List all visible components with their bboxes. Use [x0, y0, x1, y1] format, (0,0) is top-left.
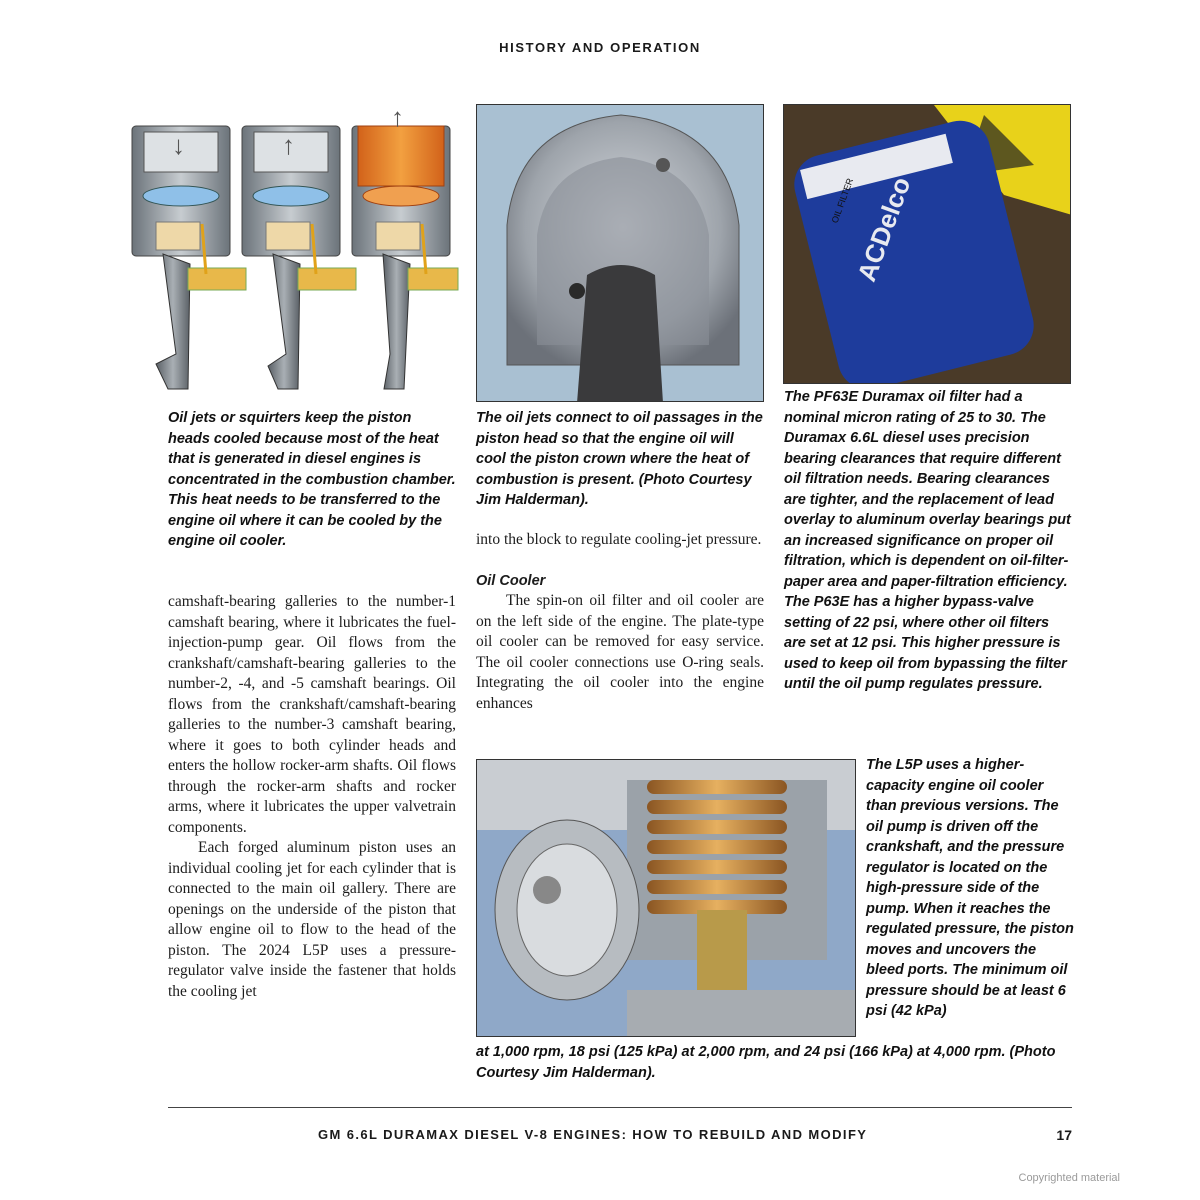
- body-paragraph: camshaft-bearing galleries to the number-1 camshaft bearing, where it lubricates the fuel-injection-pump gear. Oil flows from the crankshaft/camshaft-bearing galleries to the number-2, -4, and -5 camshaft bearings. Oil flows from the crankshaft/camshaft-bearing galleries to the number-3 camshaft bearing, where it goes to both cylinder heads and enters the hollow rocker-arm shafts. Oil flows through the rocker-arm shafts and rocker arms, where it lubricates the upper valvetrain components.: [168, 593, 456, 836]
- down-arrow-icon: ↓: [172, 131, 185, 160]
- filter-brand: ACDelco: [851, 173, 917, 286]
- caption-oil-cooler-photo-side: The L5P uses a higher-capacity engine oil cooler than previous versions. The oil pump is driven off the crankshaft, and the pressure regulator is located on the high-pressure side of the pump. When it reaches the regulated pressure, the piston moves and uncovers the bleed ports. The minimum oil pressure should be at least 6 psi (42 kPa): [866, 757, 1074, 1019]
- book-title: GM 6.6L DURAMAX DIESEL V-8 ENGINES: HOW TO REBUILD AND MODIFY: [318, 1127, 868, 1142]
- running-header: HISTORY AND OPERATION: [499, 40, 701, 55]
- piston-cooling-diagram: [128, 104, 460, 396]
- body-paragraph: into the block to regulate cooling-jet pressure.: [476, 531, 762, 548]
- oil-cooler-photo: [476, 759, 856, 1037]
- caption-oil-jets-photo: The oil jets connect to oil passages in the piston head so that the engine oil will cool the piston crown where the heat of combustion is present. (Photo Courtesy Jim Halderman).: [476, 410, 763, 508]
- caption-oil-cooler-photo-bottom: at 1,000 rpm, 18 psi (125 kPa) at 2,000 rpm, and 24 psi (166 kPa) at 4,000 rpm. (Photo Courtesy Jim Halderman).: [476, 1044, 1056, 1081]
- piston-up-stroke: [242, 126, 356, 389]
- up-arrow-icon: ↑: [282, 131, 295, 160]
- body-column-1: [168, 592, 456, 1002]
- body-paragraph: The spin-on oil filter and oil cooler are on the left side of the engine. The plate-type oil cooler can be removed for easy service. The oil cooler connections use O-ring seals. Integrating the oil cooler into the engine enhances: [476, 592, 764, 712]
- copyright-notice: Copyrighted material: [1018, 1172, 1120, 1184]
- piston-down-stroke: [132, 126, 246, 389]
- filter-label-text: OIL FILTER: [829, 176, 856, 225]
- caption-piston-diagram: Oil jets or squirters keep the piston heads cooled because most of the heat that is generated in diesel engines is concentrated in the combustion chamber. This heat needs to be transferred to the engine oil where it can be cooled by the engine oil cooler.: [168, 410, 456, 549]
- up-arrow-icon: ↑: [391, 104, 404, 132]
- body-column-2: [476, 530, 764, 714]
- body-paragraph: Each forged aluminum piston uses an individual cooling jet for each cylinder that is connected to the main oil gallery. There are openings on the underside of the piston that allow engine oil to flow to the head of the piston. The 2024 L5P uses a pressure-regulator valve inside the fastener that holds the cooling jet: [168, 839, 456, 1000]
- piston-heated: [352, 126, 458, 389]
- caption-oil-filter-photo: The PF63E Duramax oil filter had a nominal micron rating of 25 to 30. The Duramax 6.6L diesel uses precision bearing clearances that require different oil filtration needs. Bearing clearances are tighter, and the replacement of lead overlay to aluminum overlay bearings put an increased significance on proper oil filtration, which is dependent on oil-filter-paper area and paper-filtration efficiency. The P63E has a higher bypass-valve setting of 22 psi, where other oil filters are set at 12 psi. This higher pressure is used to keep oil from bypassing the filter until the oil pump regulates pressure.: [784, 389, 1071, 692]
- footer-rule: [168, 1107, 1072, 1108]
- oil-filter-photo: [783, 104, 1071, 384]
- section-heading: Oil Cooler: [476, 572, 546, 589]
- oil-jets-photo: [476, 104, 764, 402]
- page-number: 17: [1056, 1127, 1072, 1143]
